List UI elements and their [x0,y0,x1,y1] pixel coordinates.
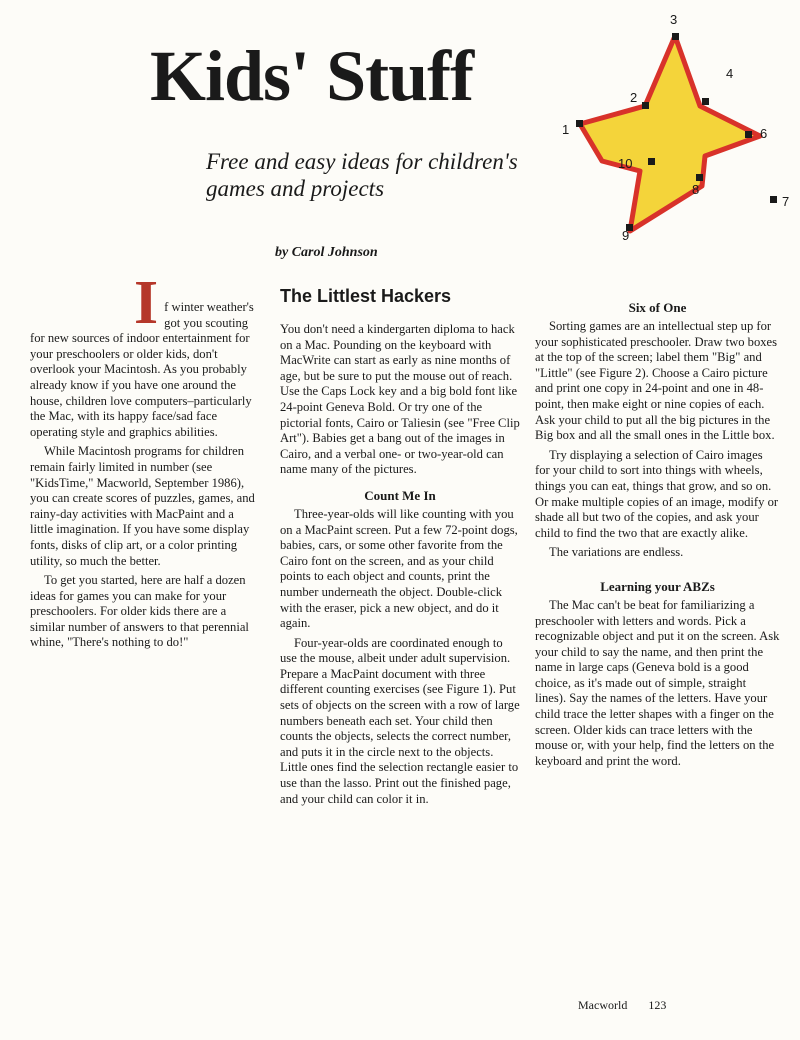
subsection-heading: Count Me In [364,487,436,503]
paragraph: The variations are endless. [549,545,684,560]
byline: by Carol Johnson [275,245,378,260]
dot-label-3: 3 [670,12,678,27]
dot-label-8: 8 [692,182,700,197]
dot-label-9: 9 [622,228,630,243]
paragraph: Sorting games are an intellectual step up for your sophisticated preschooler. Draw two boxes at the top of the screen; label them "Big" and "Little" (see Figure 2). Choose a Cairo picture and print one copy in 24-point and one in 48-point, then make eight or nine copies of each. Ask your child to put all the big pictures in the Big box and all the small ones in the Little box. [535,319,778,443]
dot-3 [672,33,679,40]
column-2 [280,286,520,811]
article-subtitle: Free and easy ideas for children's games and projects [206,149,518,201]
dot-label-10: 10 [618,156,633,171]
dot-label-1: 1 [562,122,570,137]
subsection-heading: Learning your ABZs [600,578,715,594]
dot-7 [770,196,777,203]
paragraph: Try displaying a selection of Cairo images for your child to sort into things with wheels, things you can eat, things that grow, and so on. Or make multiple copies of an image, modify or shade all but two of the copies, and ask your child to find the two that are exactly alike. [535,447,779,540]
dot-10 [648,158,655,165]
paragraph: While Macintosh programs for children remain fairly limited in number (see "KidsTime," Macworld, September 1986), you can create scores of puzzles, games, and rainy-day activities with MacPaint and a little imagination. If you have some display fonts, disks of clip art, or a color printing utility, so much the better. [30,444,255,568]
section-heading: The Littlest Hackers [280,286,452,306]
page-number: 123 [648,998,667,1012]
magazine-name: Macworld [578,998,628,1012]
page-footer [578,998,684,1013]
dot-8 [696,174,703,181]
intro-paragraph: If winter weather's got you scouting for new sources of indoor entertainment for your preschoolers or older kids, don't overlook your Macintosh. As you probably already know if you have one around the house, children love computers–particularly the Mac, with its happy face/sad face operating style and graphics abilities. [30,269,254,439]
dot-label-4: 4 [726,66,734,81]
drop-cap: I [134,269,159,337]
paragraph: To get you started, here are half a dozen ideas for games you can make for your preschoolers. For older kids there are a similar number of answers to that perennial whine, "There's nothing to do!" [30,573,249,650]
dot-1 [576,120,583,127]
dot-label-6: 6 [760,126,768,141]
subsection-heading: Six of One [628,300,687,315]
dot-label-2: 2 [630,90,638,105]
dot-4 [702,98,709,105]
dot-label-7: 7 [782,194,790,209]
connect-the-dots-star-illustration [560,6,800,246]
column-1 [30,269,260,655]
dot-6 [745,131,752,138]
article-title: Kids' Stuff [150,36,474,116]
paragraph: Four-year-olds are coordinated enough to use the mouse, albeit under adult supervision. Prepare a MacPaint document with three different counting exercises (see Figure 1). Put sets of objects on the screen with a row of large numbers beneath each set. Your child then counts the objects, selects the correct number, and puts it in the circle next to the objects. Little ones find the selection rectangle easier to use than the lasso. Print out the finished page, and your child can color it in. [280,635,520,806]
dot-2 [642,102,649,109]
paragraph: Three-year-olds will like counting with you on a MacPaint screen. Put a few 72-point dogs, babies, cars, or some other favorite from the Cairo font on the screen, and as your child points to each object and counts, print the number underneath the object. Double-click with the eraser, pick a new object, and do it again. [280,506,518,631]
paragraph: You don't need a kindergarten diploma to hack on a Mac. Pounding on the keyboard with MacWrite can start as early as nine months of age, but be sure to put the mouse out of reach. Use the Caps Lock key and a big bold font like 24-point Geneva Bold. Or try one of the pictorial fonts, Cairo or Taliesin (see "Free Clip Art"). Babies get a bang out of the images in Cairo, and a verbal one- or two-year-old can name many of the pictures. [280,322,520,477]
column-3 [535,300,780,773]
paragraph: The Mac can't be beat for familiarizing a preschooler with letters and words. Pick a recognizable object and put it on the screen. Ask your child to say the name, and then print the name in large caps (Geneva bold is a good choice, as it's made out of simple, straight lines). Say the names of the letters. Have your child trace the letter shapes with a finger on the screen. Older kids can trace letters with the mouse or, with your help, find the letters on the keyboard and print the word. [535,597,780,768]
